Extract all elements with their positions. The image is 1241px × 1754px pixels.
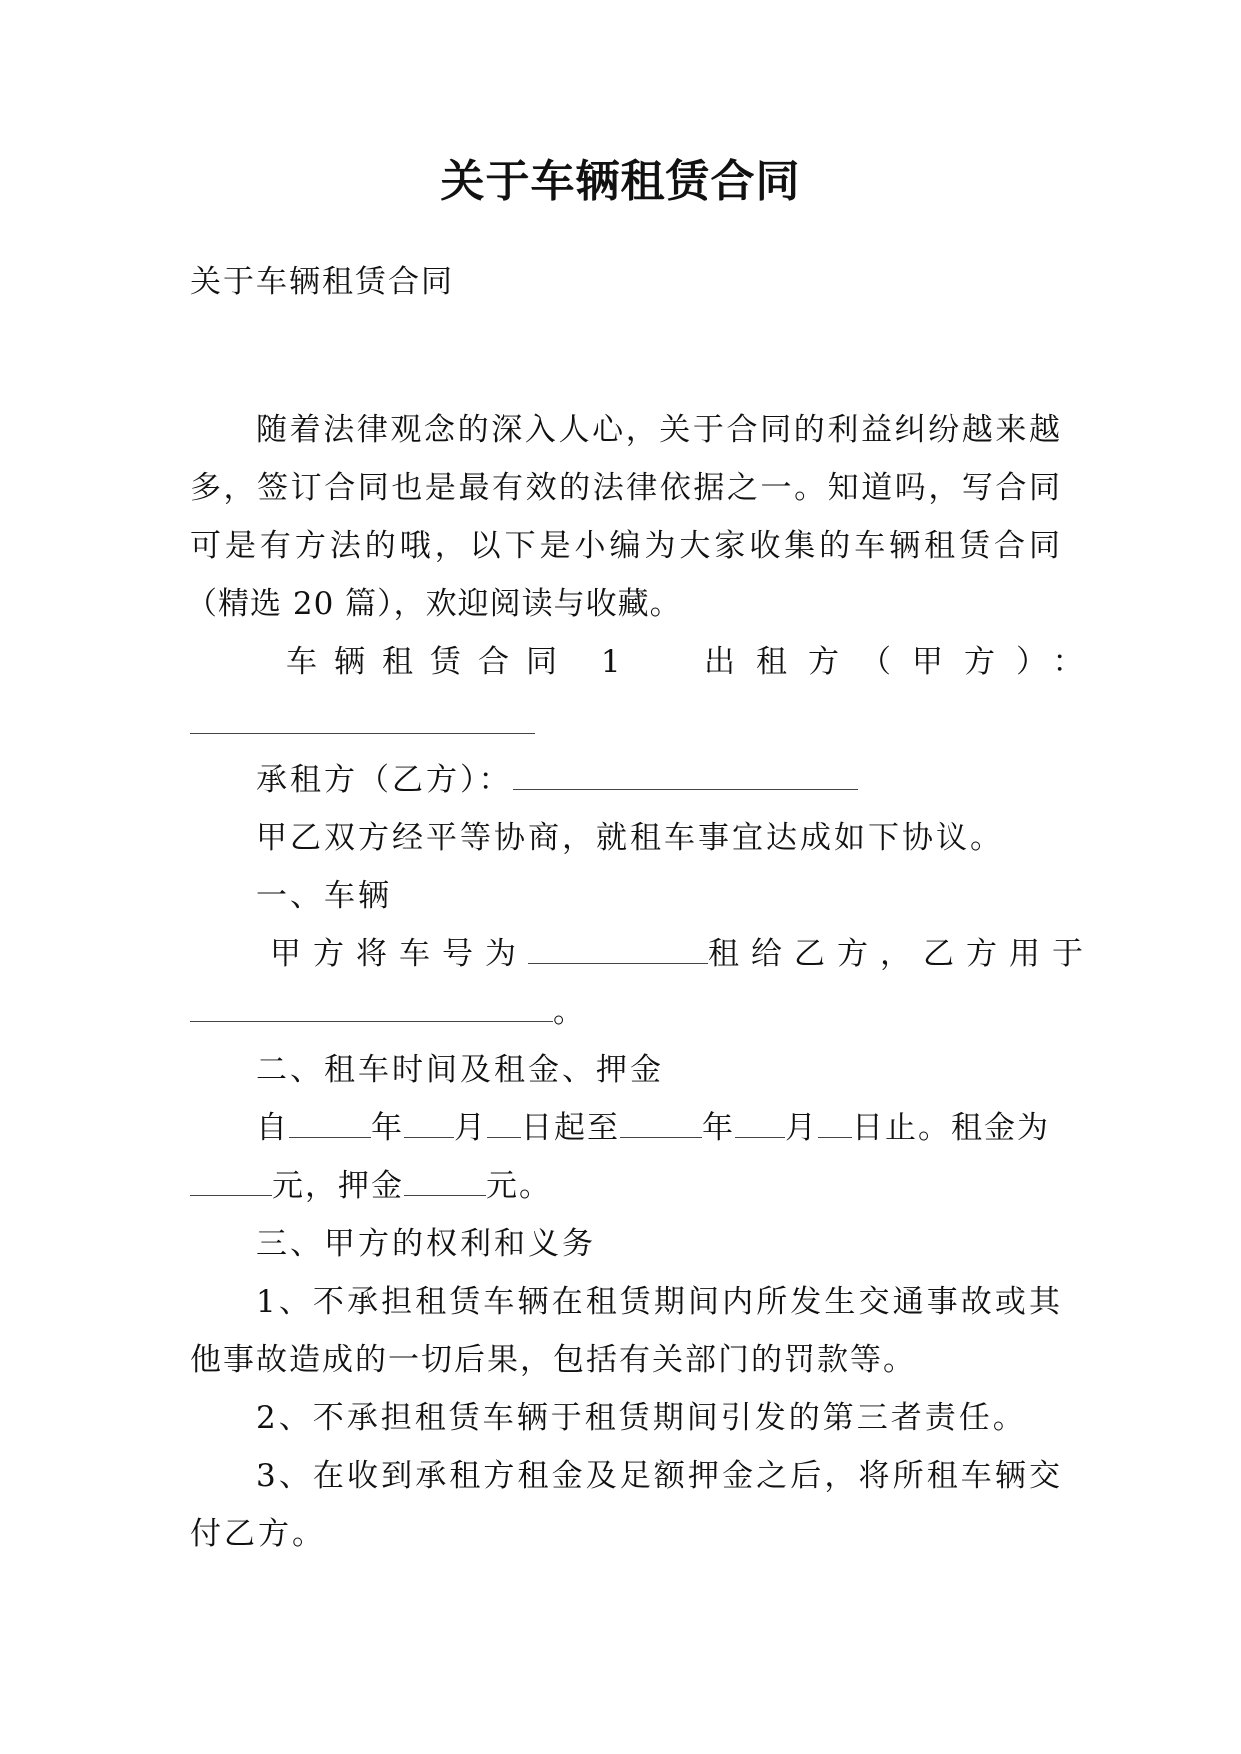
section1-text-b: 租给乙方，乙方用于 <box>708 936 1095 972</box>
section2-heading: 二、租车时间及租金、押金 <box>256 1052 664 1088</box>
lessor-blank-line <box>190 704 535 744</box>
intro-line-4: （精选 20 篇），欢迎阅读与收藏。 <box>186 586 682 622</box>
section1-text-a: 甲方将车号为 <box>270 936 528 972</box>
plate-blank <box>528 935 708 964</box>
intro-line-2: 多，签订合同也是最有效的法律依据之一。知道吗，写合同 <box>190 470 1060 506</box>
item2: 2、不承担租赁车辆于租赁期间引发的第三者责任。 <box>256 1400 1027 1436</box>
section1-usage-line <box>190 992 587 1032</box>
text-year-1: 年 <box>371 1110 404 1146</box>
text-yuan-deposit: 元，押金 <box>272 1168 404 1204</box>
lessor-blank <box>190 705 535 734</box>
item3-line-2: 付乙方。 <box>190 1516 326 1552</box>
rent-deposit-line <box>190 1166 552 1206</box>
lessee-blank <box>513 761 858 790</box>
section1-end: 。 <box>553 994 587 1030</box>
month-from-blank <box>404 1109 454 1138</box>
deposit-blank <box>404 1167 486 1196</box>
day-from-blank <box>487 1109 521 1138</box>
text-month-2: 月 <box>785 1110 818 1146</box>
rent-blank <box>190 1167 272 1196</box>
section3-heading: 三、甲方的权利和义务 <box>256 1226 596 1262</box>
intro-line-3: 可是有方法的哦，以下是小编为大家收集的车辆租赁合同 <box>190 528 1060 564</box>
text-year-2: 年 <box>702 1110 735 1146</box>
year-to-blank <box>620 1109 702 1138</box>
year-from-blank <box>289 1109 371 1138</box>
lessee-label: 承租方（乙方）： <box>256 762 513 798</box>
usage-blank <box>190 993 553 1022</box>
text-month-1: 月 <box>454 1110 487 1146</box>
document-subtitle: 关于车辆租赁合同 <box>190 264 454 300</box>
item1-line-1: 1、不承担租赁车辆在租赁期间内所发生交通事故或其 <box>256 1284 1060 1320</box>
item3-line-1: 3、在收到承租方租金及足额押金之后，将所租车辆交 <box>256 1458 1060 1494</box>
text-day-from: 日起至 <box>521 1110 620 1146</box>
text-from: 自 <box>256 1110 289 1146</box>
intro-line-1: 随着法律观念的深入人心，关于合同的利益纠纷越来越 <box>256 412 1060 448</box>
document-title: 关于车辆租赁合同 <box>440 156 801 207</box>
lessor-label: 出租方（甲方）： <box>704 644 1105 680</box>
item1-line-2: 他事故造成的一切后果，包括有关部门的罚款等。 <box>190 1342 916 1378</box>
day-to-blank <box>818 1109 852 1138</box>
month-to-blank <box>735 1109 785 1138</box>
section1-heading: 一、车辆 <box>256 878 392 914</box>
text-yuan-end: 元。 <box>486 1168 552 1204</box>
contract-heading: 车辆租赁合同 1 <box>286 644 638 680</box>
agreement-text: 甲乙双方经平等协商，就租车事宜达成如下协议。 <box>256 820 1004 856</box>
rental-period-line <box>256 1108 1050 1148</box>
section1-line <box>270 934 1095 974</box>
lessee-line <box>256 760 858 800</box>
text-day-to: 日止。租金为 <box>852 1110 1050 1146</box>
